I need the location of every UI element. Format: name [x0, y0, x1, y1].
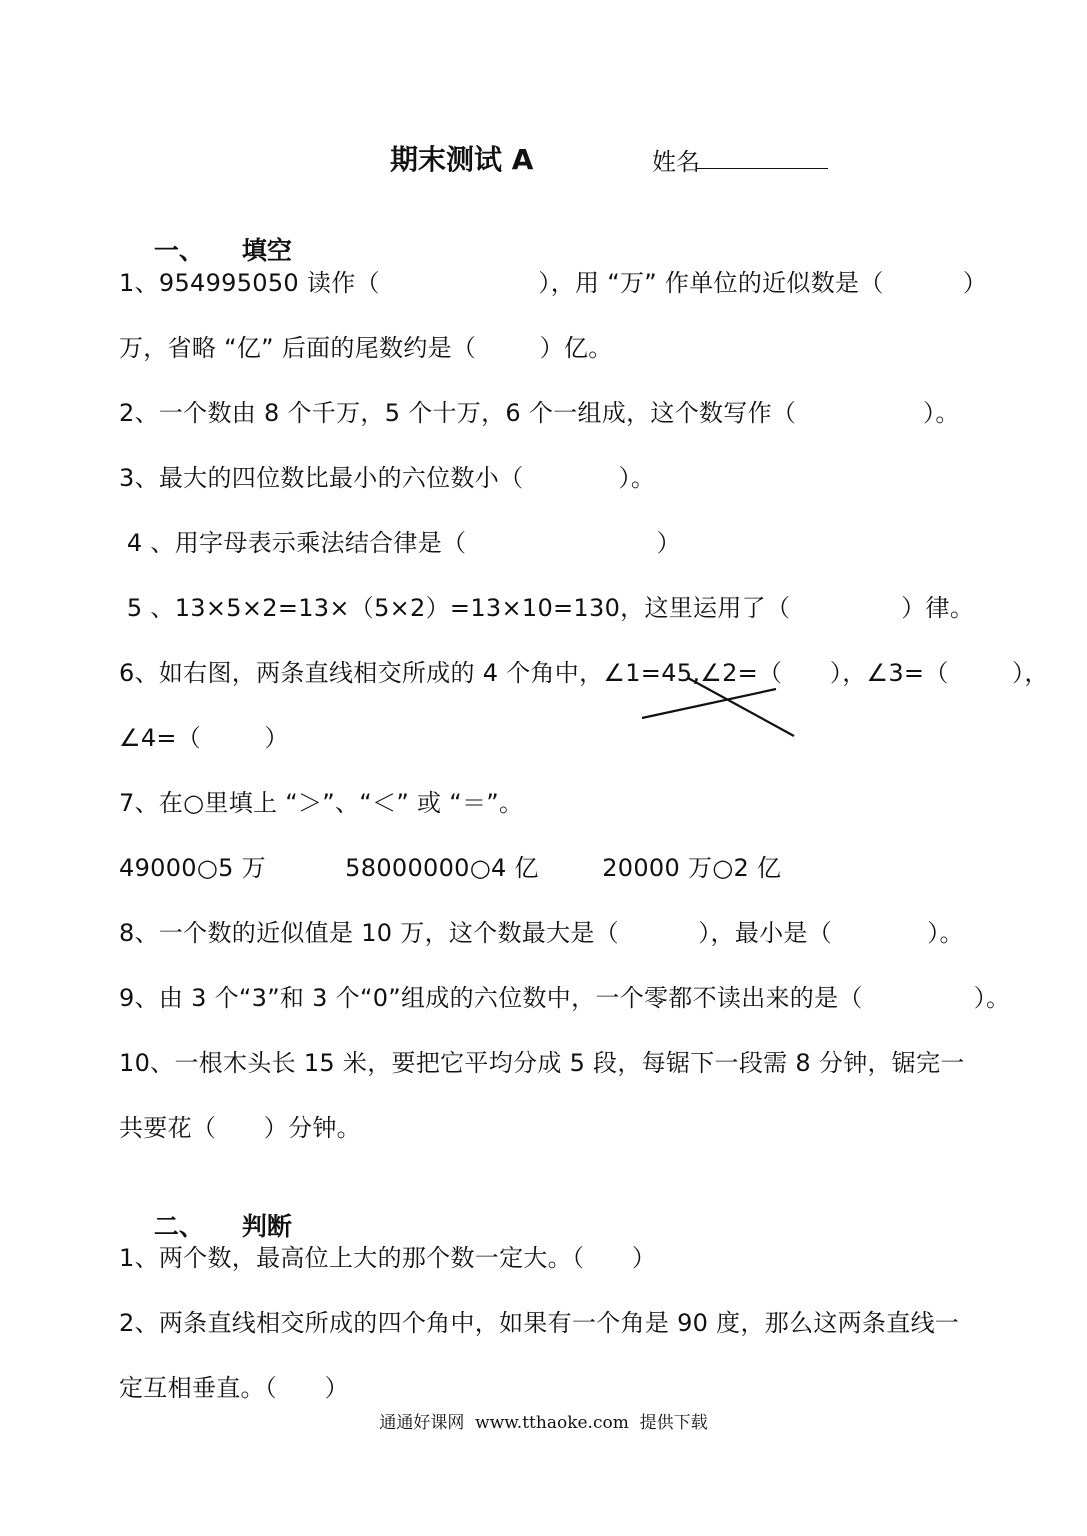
question-3: 3、最大的四位数比最小的六位数小（ ）。: [119, 464, 656, 492]
question-7: 7、在○里填上 “＞”、“＜” 或 “＝”。: [119, 789, 524, 817]
judge-question-2-line-1: 2、两条直线相交所成的四个角中，如果有一个角是 90 度，那么这两条直线一: [119, 1309, 960, 1337]
judge-question-2-line-2: 定互相垂直。（ ）: [119, 1374, 349, 1402]
question-8: 8、一个数的近似值是 10 万，这个数最大是（ ），最小是（ ）。: [119, 919, 964, 947]
question-10-line-2: 共要花（ ）分钟。: [119, 1114, 361, 1142]
question-9: 9、由 3 个“3”和 3 个“0”组成的六位数中，一个零都不读出来的是（ ）。: [119, 984, 1011, 1012]
question-7-comparisons: 49000○5 万 58000000○4 亿 20000 万○2 亿: [119, 854, 782, 882]
section-fill-label: 填空: [241, 236, 292, 265]
page-title: 期末测试 A: [390, 143, 534, 176]
judge-question-1: 1、两个数，最高位上大的那个数一定大。（ ）: [119, 1244, 657, 1272]
question-6-line-1: 6、如右图，两条直线相交所成的 4 个角中，∠1=45,∠2=（ ），∠3=（ ），: [119, 659, 1049, 687]
line-b: [688, 678, 794, 736]
section-judge-number: 二、: [153, 1212, 204, 1241]
intersecting-lines-figure: [636, 668, 806, 748]
section-judge-label: 判断: [241, 1212, 292, 1241]
name-label: 姓名: [652, 148, 700, 176]
line-a: [642, 689, 776, 718]
question-10-line-1: 10、一根木头长 15 米，要把它平均分成 5 段，每锯下一段需 8 分钟，锯完一: [119, 1049, 965, 1077]
question-4: 4 、用字母表示乘法结合律是（ ）: [119, 529, 681, 557]
question-1-line-1: 1、954995050 读作（ ），用 “万” 作单位的近似数是（ ）: [119, 269, 988, 297]
question-6-line-2: ∠4=（ ）: [119, 724, 289, 752]
footer-credit: 通通好课网 www.tthaoke.com 提供下载: [379, 1413, 708, 1433]
question-5: 5 、13×5×2=13×（5×2）=13×10=130，这里运用了（ ）律。: [119, 594, 975, 622]
question-2: 2、一个数由 8 个千万，5 个十万，6 个一组成，这个数写作（ ）。: [119, 399, 960, 427]
section-fill-number: 一、: [153, 236, 204, 265]
name-blank-line[interactable]: [696, 168, 828, 169]
question-1-line-2: 万，省略 “亿” 后面的尾数约是（ ）亿。: [119, 334, 613, 362]
